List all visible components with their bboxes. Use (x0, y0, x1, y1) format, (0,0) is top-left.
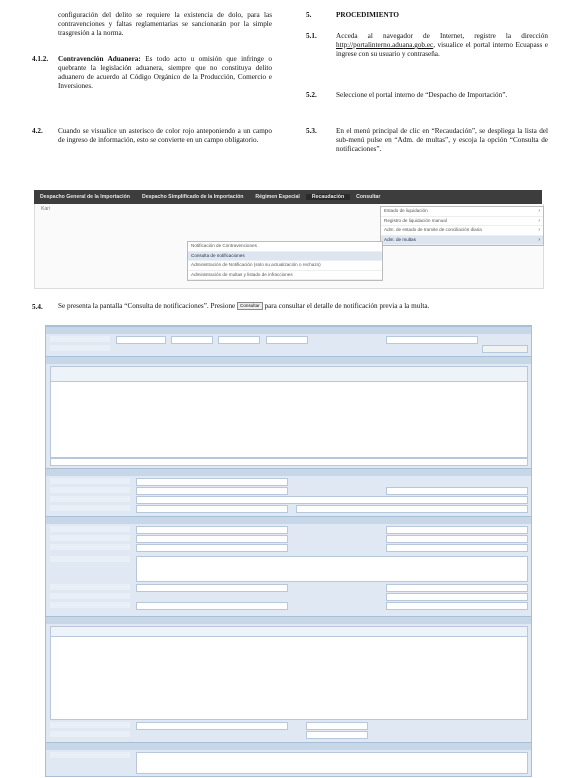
popup-notificacion-contravenciones[interactable]: Notificación de Contravenciones (188, 242, 382, 252)
main-menu-bar (34, 190, 542, 204)
date-to-field[interactable] (218, 336, 260, 344)
criteria-label (50, 336, 110, 342)
section-4-2-number: 4.2. (32, 127, 43, 135)
pagination-bar[interactable] (50, 458, 528, 466)
detail-label-3 (50, 496, 130, 502)
detail-label-4 (50, 505, 130, 511)
amount-field-1[interactable] (136, 584, 288, 592)
popup-administracion-multas[interactable]: Administración de multas y listado de infracciones (188, 271, 382, 281)
contravencion-term: Contravención Aduanera: (58, 55, 141, 63)
sub-detail-header (46, 516, 531, 524)
date-from-field[interactable] (171, 336, 213, 344)
menu-screenshot-area (34, 204, 544, 289)
detail-field-4[interactable] (136, 496, 528, 504)
type-field[interactable] (386, 336, 478, 344)
sub-field-5[interactable] (136, 544, 288, 552)
detail-header (46, 468, 531, 476)
contravencion-definition: Es todo acto u omisión que infringe o quebrante la legislación aduanera, siempre que no constituya delito aduanero de acuerdo al Código Orgánico de la Producción, Comercio e Inversiones. (58, 55, 273, 90)
section-5-number: 5. (306, 11, 312, 19)
items-header (46, 616, 531, 624)
menu-consultar[interactable]: Consultar (356, 194, 381, 200)
detail-field-6[interactable] (296, 505, 528, 513)
menu-despacho-simplificado[interactable]: Despacho Simplificado de la Importación (141, 194, 244, 200)
consultar-button-reference: Consultar (237, 302, 263, 310)
observations-label (50, 752, 130, 758)
search-criteria-header (46, 326, 531, 334)
step-5-3-text: En el menú principal de clic en “Recaudación”, se despliega la lista del sub-menú pulse en “Adm. de multas”, y escoja la opción “Consulta de notificaciones”. (336, 127, 548, 153)
footer-field-3[interactable] (306, 731, 368, 739)
observations-textarea[interactable] (136, 752, 528, 774)
amount-label-1 (50, 584, 130, 590)
footer-label-1 (50, 722, 130, 728)
adm-multas-popup (187, 241, 383, 281)
sub-field-3[interactable] (136, 535, 288, 543)
detail-label-2 (50, 487, 130, 493)
items-grid-header (51, 627, 527, 637)
chevron-right-icon: › (538, 208, 540, 214)
step-5-4-text (58, 302, 548, 311)
observation-label (50, 556, 130, 562)
detail-field-5[interactable] (136, 505, 288, 513)
step-5-1-text (336, 32, 548, 59)
menu-regimen-especial[interactable]: Régimen Especial (255, 194, 300, 200)
detail-label-1 (50, 478, 130, 484)
user-name: Kari (41, 206, 50, 212)
step-5-1-text-a: Acceda al navegador de Internet, registre la dirección (336, 32, 548, 40)
results-header (46, 356, 531, 364)
step-5-4-number: 5.4. (32, 303, 43, 311)
footer-label-2 (50, 731, 130, 737)
portal-url-link[interactable]: http://portalinterno.aduana.gob.ec (336, 41, 434, 49)
step-5-4-text-b: para consultar el detalle de notificación previa a la multa. (262, 302, 430, 310)
submenu-registro-liquidacion[interactable]: Registro de liquidación manual › (381, 217, 543, 227)
criteria-field[interactable] (116, 336, 166, 344)
results-grid (50, 366, 528, 458)
chevron-right-icon: › (538, 227, 540, 233)
sub-label-3 (50, 544, 130, 550)
sub-field-4[interactable] (386, 535, 528, 543)
section-4-2-text: Cuando se visualice un asterisco de color rojo anteponiendo a un campo de ingreso de información, esto se convierte en un campo obligatorio. (58, 127, 272, 144)
results-grid-header (51, 367, 527, 382)
menu-despacho-general[interactable]: Despacho General de la Importación (40, 194, 130, 200)
amount-label-2 (50, 593, 130, 599)
step-5-1-text-b: , visualice el portal interno Ecuapass e ingrese con su usuario y contraseña. (336, 41, 548, 58)
sub-label-1 (50, 526, 130, 532)
sub-field-2[interactable] (386, 526, 528, 534)
amount-label-3 (50, 602, 130, 608)
consulta-notificaciones-screen (45, 325, 532, 777)
chevron-right-icon: › (538, 236, 540, 243)
consultar-button[interactable] (482, 345, 528, 353)
section-4-1-2-text (58, 55, 272, 91)
detail-field-2[interactable] (136, 487, 288, 495)
sub-field-6[interactable] (386, 544, 528, 552)
footer-field-1[interactable] (136, 722, 288, 730)
submenu-adm-estado-tramite[interactable]: Adm. de estado de tramite de conciliación diaria › (381, 226, 543, 236)
sub-label-2 (50, 535, 130, 541)
sub-field-1[interactable] (136, 526, 288, 534)
items-grid (50, 626, 528, 720)
popup-consulta-notificaciones[interactable]: Consulta de notificaciones (188, 252, 382, 262)
detail-field-3[interactable] (386, 487, 528, 495)
amount-field-2[interactable] (386, 584, 528, 592)
step-5-2-text: Seleccione el portal interno de “Despacho de Importación”. (336, 91, 508, 99)
amount-field-5[interactable] (386, 602, 528, 610)
submenu-adm-multas[interactable]: Adm. de multas › (381, 236, 543, 246)
recaudacion-submenu (380, 206, 544, 246)
step-5-1-number: 5.1. (306, 32, 317, 40)
criteria-label-2 (50, 345, 110, 351)
submenu-estado-liquidacion[interactable]: Estado de liquidación › (381, 207, 543, 217)
step-5-2-number: 5.2. (306, 91, 317, 99)
amount-field-3[interactable] (386, 593, 528, 601)
step-5-4-text-a: Se presenta la pantalla “Consulta de notificaciones”. Presione (58, 302, 238, 310)
observation-textarea[interactable] (136, 556, 528, 582)
popup-administracion-notificacion[interactable]: Administración de Notificación (solo su actualización o rechazo) (188, 261, 382, 271)
footer-field-2[interactable] (306, 722, 368, 730)
status-field[interactable] (266, 336, 308, 344)
section-4-1-2-number: 4.1.2. (32, 55, 49, 63)
amount-field-4[interactable] (136, 602, 288, 610)
menu-recaudacion[interactable]: Recaudación (306, 194, 350, 200)
section-5-title: PROCEDIMIENTO (336, 11, 399, 19)
left-intro-paragraph: configuración del delito se requiere la existencia de dolo, para las contravenciones y faltas reglamentarias se sancionarán por la simple trasgresión a la norma. (58, 11, 272, 37)
step-5-3-number: 5.3. (306, 127, 317, 135)
observations-header (46, 742, 531, 750)
detail-field-1[interactable] (136, 478, 288, 486)
chevron-right-icon: › (538, 217, 540, 224)
